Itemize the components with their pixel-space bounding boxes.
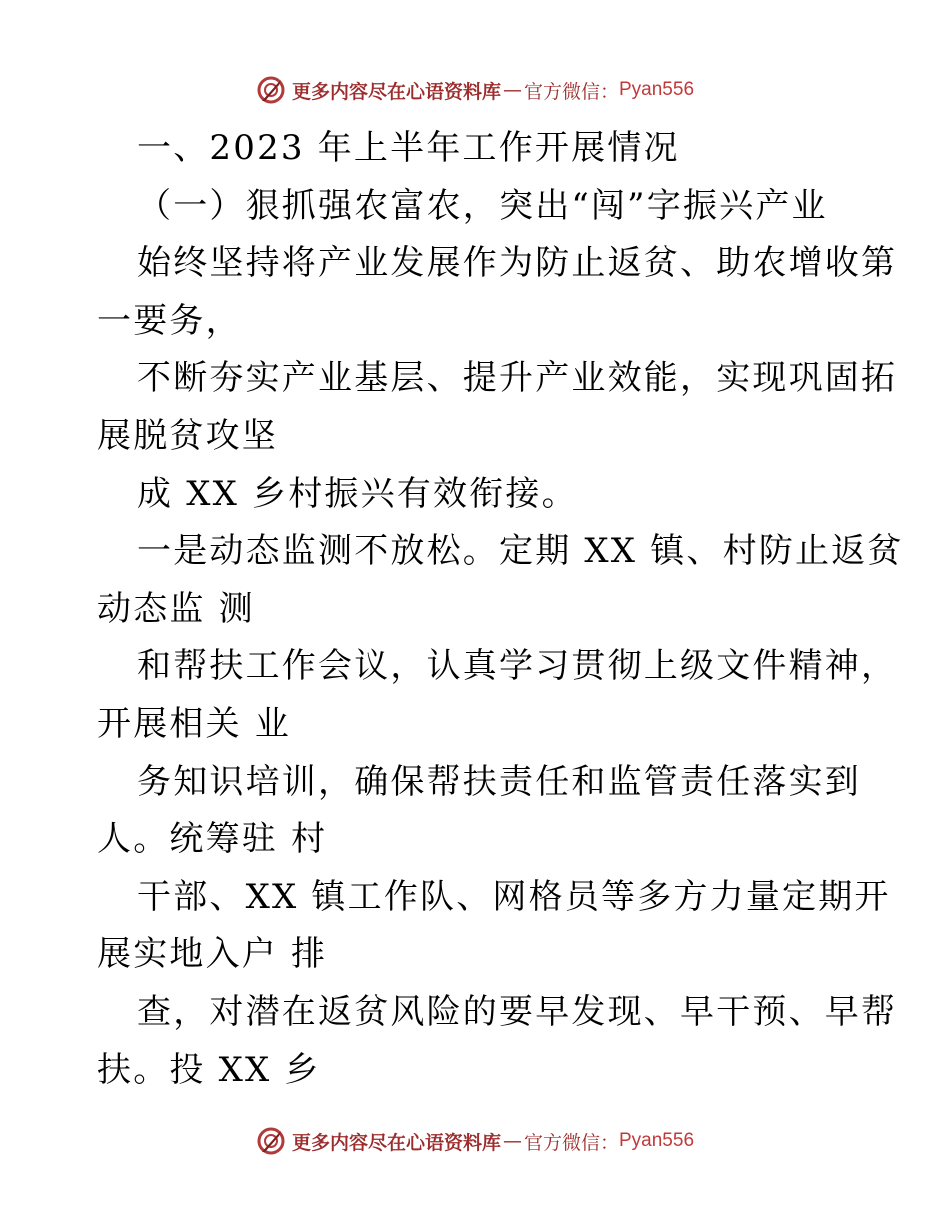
text-line: 务知识培训，确保帮扶责任和监管责任落实到 [137,761,861,802]
subsection-heading: （一）狠抓强农富农，突出“闯”字振兴产业 [137,185,828,226]
text-line: 始终坚持将产业发展作为防止返贫、助农增收第 [137,243,898,284]
quill-circle-icon [256,1126,286,1156]
banner-main-text: 更多内容尽在心语资料库 [291,80,501,103]
banner-dash: — [502,1130,522,1152]
banner-wechat-label: 官方微信： [523,80,619,103]
text-line: 开展相关 业 [97,703,292,744]
text-line: 一要务， [97,300,242,341]
text-line: 一是动态监测不放松。定期 XX 镇、村防止返贫 [137,531,904,572]
banner-wechat-label: 官方微信： [523,1131,619,1154]
text-line: 成 XX 乡村振兴有效衔接。 [137,473,578,514]
banner-wechat-id: Pyan556 [619,1130,695,1151]
text-line: 干部、XX 镇工作队、网格员等多方力量定期开 [137,876,891,917]
banner-main-text: 更多内容尽在心语资料库 [291,1131,501,1154]
text-line: 查，对潜在返贫风险的要早发现、早干预、早帮 [137,991,898,1032]
text-line: 展脱贫攻坚 [97,415,278,456]
document-body [97,120,904,1099]
text-line: 扶。投 XX 乡 [97,1049,321,1090]
section-heading: 一、2023 年上半年工作开展情况 [137,128,680,168]
footer-banner [0,1121,950,1161]
text-line: 和帮扶工作会议，认真学习贯彻上级文件精神， [137,646,898,687]
banner-wechat-id: Pyan556 [619,79,695,100]
banner-dash: — [502,79,522,101]
quill-circle-icon [256,75,286,105]
text-line: 不断夯实产业基层、提升产业效能，实现巩固拓 [137,358,898,399]
header-banner [0,70,950,110]
text-line: 展实地入户 排 [97,934,328,975]
text-line: 动态监 测 [97,588,255,629]
text-line: 人。统筹驻 村 [97,819,328,860]
